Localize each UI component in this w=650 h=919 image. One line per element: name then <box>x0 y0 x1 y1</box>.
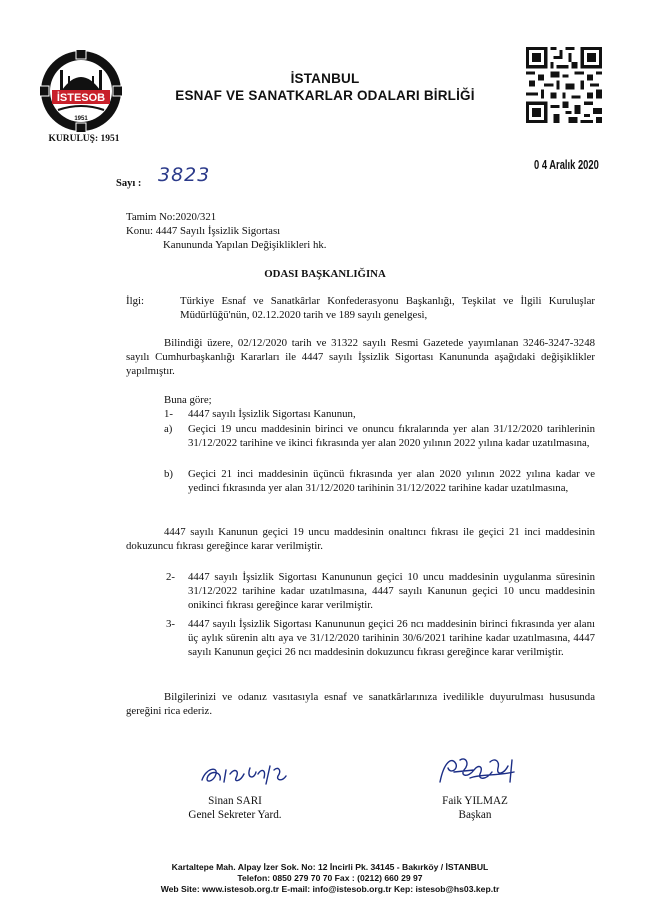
konu-line1: Konu: 4447 Sayılı İşsizlik Sigortası <box>126 225 281 237</box>
signature-block-right <box>410 794 540 822</box>
right-signatory-name: Faik YILMAZ <box>442 795 508 807</box>
left-signatory-name: Sinan SARI <box>208 795 262 807</box>
sayi-number: 3823 <box>158 164 211 186</box>
paragraph-intro: Bilindiği üzere, 02/12/2020 tarih ve 31322 sayılı Resmi Gazetede yayımlanan 3246-3247-3248 sayılı Cumhurbaşkanlığı Kararları ile 4447 sayılı İşsizlik Sigortası Kanununda aşağıdaki değişiklikler yapılmıştır. <box>126 337 595 378</box>
org-name: ESNAF VE SANATKARLAR ODALARI BİRLİĞİ <box>175 88 475 103</box>
buna-gore: Buna göre; <box>164 394 212 406</box>
established-label: KURULUŞ: 1951 <box>48 134 120 144</box>
item3-number: 3- <box>166 618 175 630</box>
signature-right <box>430 752 530 792</box>
signature-left <box>196 760 306 792</box>
konu-line2: Kanununda Yapılan Değişiklikleri hk. <box>163 239 327 251</box>
document-date: 0 4 Aralık 2020 <box>534 158 599 172</box>
item3-text: 4447 sayılı İşsizlik Sigortası Kanununun geçici 26 ncı maddesinin birinci fıkrasında yer alanı üç aylık sürenin altı aya ve 31/12/2020 tarihinin 30/6/2021 tarihine kadar uzatılmasına, 4447 sayılı Kanunun geçici 26 ncı maddesinin dokuzuncu fıkrası gereğince karar verilmiştir. <box>188 618 595 659</box>
signature-block-left <box>160 794 310 822</box>
qr-code-icon <box>526 47 602 123</box>
item2-number: 2- <box>166 571 175 583</box>
footer <box>60 862 600 894</box>
addressee: ODASI BAŞKANLIĞINA <box>264 268 386 280</box>
logo-text: İSTESOB <box>56 92 106 104</box>
sayi-label: Sayı : <box>116 178 142 189</box>
tamim-number: Tamim No:2020/321 <box>126 211 217 223</box>
footer-web: Web Site: www.istesob.org.tr E-mail: info@istesob.org.tr Kep: istesob@hs03.kep.tr <box>160 883 500 894</box>
footer-address: Kartaltepe Mah. Alpay İzer Sok. No: 12 İncirli Pk. 34145 - Bakırköy / İSTANBUL <box>171 862 489 872</box>
org-city: İSTANBUL <box>290 71 360 86</box>
item2-text: 4447 sayılı İşsizlik Sigortası Kanununun geçici 10 uncu maddesinin uygulanma süresinin 31/12/2022 tarihine kadar uzatılmasına, 4447 sayılı Kanunun geçici 10 uncu maddesinin onikinci fıkrası gereğince karar verilmiştir. <box>188 571 595 612</box>
istesob-logo <box>40 50 122 132</box>
logo-year: 1951 <box>74 116 88 122</box>
sub-b-text: Geçici 21 inci maddesinin üçüncü fıkrasında yer alan 2020 yılının 2022 yılına kadar ve yedinci fıkrasında yer alan 31/12/2020 tarihinin 31/12/2022 tarihine kadar uzatılmasına, <box>188 468 595 495</box>
item1-number: 1- <box>164 408 173 420</box>
right-signatory-title: Başkan <box>458 809 492 821</box>
item1-text: 4447 sayılı İşsizlik Sigortası Kanunun, <box>188 408 356 420</box>
ilgi-label: İlgi: <box>126 295 144 307</box>
ilgi-text-line2: Müdürlüğü'nün, 02.12.2020 tarih ve 189 sayılı genelgesi, <box>180 309 428 321</box>
paragraph-decision: 4447 sayılı Kanunun geçici 19 uncu maddesinin onaltıncı fıkrası ile geçici 21 inci maddesinin dokuzuncu fıkrası gereğince karar verilmiştir. <box>126 526 595 553</box>
closing-paragraph: Bilgilerinizi ve odanız vasıtasıyla esnaf ve sanatkârlarınıza ivedilikle duyurulması hususunda gereğini rica ederiz. <box>126 691 595 718</box>
footer-phone: Telefon: 0850 279 70 70 Fax : (0212) 660 29 97 <box>237 872 423 883</box>
left-signatory-title: Genel Sekreter Yard. <box>188 809 282 821</box>
organization-header <box>160 70 490 104</box>
sub-a-text: Geçici 19 uncu maddesinin birinci ve onuncu fıkralarında yer alan 31/12/2020 tarihlerinin 31/12/2022 tarihine ve ikinci fıkrasında yer alan 2020 yılının 2022 yılına kadar uzatılmasına, <box>188 423 595 450</box>
ilgi-text-line1: Türkiye Esnaf ve Sanatkârlar Konfederasyonu Başkanlığı, Teşkilat ve İlgili Kuruluşlar <box>180 295 595 307</box>
sub-a-label: a) <box>164 423 173 435</box>
sub-b-label: b) <box>164 468 173 480</box>
